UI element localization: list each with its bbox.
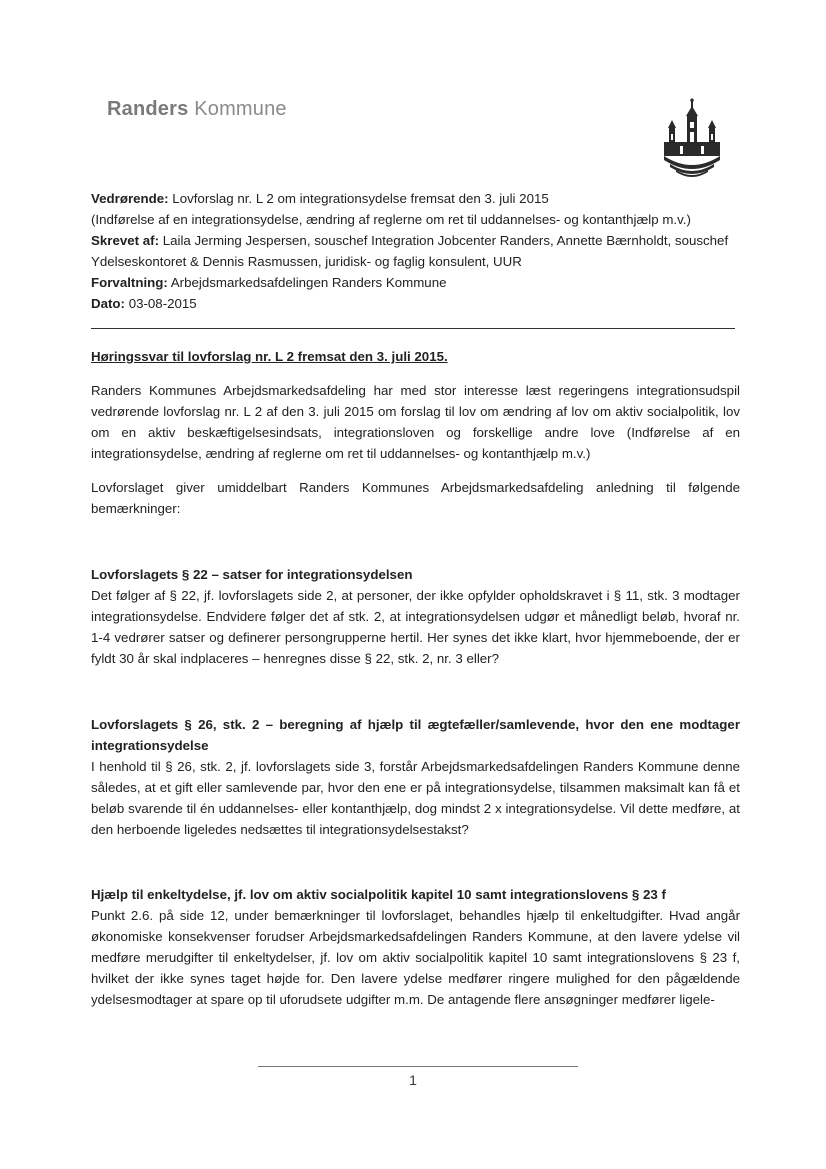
meta-forvaltning bbox=[91, 272, 741, 293]
intro-text-1: Randers Kommunes Arbejdsmarkedsafdeling har med stor interesse læst regeringens integrationsudspil vedrørende lovforslag nr. L 2 af den 3. juli 2015 om forslag til lov om ændring af lov om aktiv socialpolitik, lov om en aktiv beskæftigelsesindsats, integrationsloven og forskellige andre love (Indførelse af en integrationsydelse, ændring af reglerne om ret til uddannelses- og kontanthjælp m.v.) bbox=[91, 383, 740, 461]
document-title-section bbox=[91, 346, 740, 367]
meta-vedrorende bbox=[91, 188, 741, 209]
document-title: Høringssvar til lovforslag nr. L 2 fremsat den 3. juli 2015. bbox=[91, 349, 448, 364]
meta-dato bbox=[91, 293, 741, 314]
section-heading-paragraf-26: Lovforslagets § 26, stk. 2 – beregning af hjælp til ægtefæller/samlevende, hvor den ene modtager integrationsydelse bbox=[91, 717, 740, 753]
footer-divider bbox=[258, 1066, 578, 1067]
section-paragraf-22 bbox=[91, 564, 740, 669]
meta-dato-label: Dato: bbox=[91, 296, 125, 311]
meta-skrevet-label: Skrevet af: bbox=[91, 233, 159, 248]
meta-skrevet-value: Laila Jerming Jespersen, souschef Integration Jobcenter Randers, Annette Bærnholdt, souschef Ydelseskontoret & Dennis Rasmussen, juridisk- og faglig konsulent, UUR bbox=[91, 233, 729, 269]
randers-coat-of-arms-icon bbox=[660, 98, 724, 180]
org-name-bold: Randers bbox=[107, 98, 189, 120]
meta-skrevet bbox=[91, 230, 741, 272]
meta-forvaltning-label: Forvaltning: bbox=[91, 275, 168, 290]
meta-vedrorende-extra: (Indførelse af en integrationsydelse, ændring af reglerne om ret til uddannelses- og kontanthjælp m.v.) bbox=[91, 212, 691, 227]
section-heading-enkeltydelse: Hjælp til enkeltydelse, jf. lov om aktiv socialpolitik kapitel 10 samt integrationslovens § 23 f bbox=[91, 887, 666, 902]
org-name-light: Kommune bbox=[194, 98, 287, 120]
section-paragraf-26 bbox=[91, 714, 740, 840]
org-name bbox=[107, 99, 287, 120]
section-text-enkeltydelse: Punkt 2.6. på side 12, under bemærkninger til lovforslaget, behandles hjælp til enkeltudgifter. Hvad angår økonomiske konsekvenser forudser Arbejdsmarkedsafdelingen Randers Kommune, at den lavere ydelse vil medføre merudgifter til enkeltydelser, jf. lov om aktiv socialpolitik kapitel 10 samt integrationslovens § 23 f, hvilket der ikke synes taget højde for. Den lavere ydelse medfører ringere mulighed for den pågældende ydelsesmodtager at spare op til uforudsete udgifter m.m. De antagende flere ansøgninger medfører ligele- bbox=[91, 908, 740, 1007]
meta-vedrorende-label: Vedrørende: bbox=[91, 191, 169, 206]
header-divider bbox=[91, 328, 735, 329]
section-text-paragraf-22: Det følger af § 22, jf. lovforslagets side 2, at personer, der ikke opfylder opholdskravet i § 11, stk. 3 modtager integrationsydelse. Endvidere følger det af stk. 2, at integrationsydelsen udgør et månedligt beløb, hvoraf nr. 1-4 vedrører satser og definerer persongrupperne hertil. Her synes det ikke klart, hvor hjemmeboende, der er fyldt 30 år skal indplaceres – henregnes disse § 22, stk. 2, nr. 3 eller? bbox=[91, 588, 740, 666]
page-number: 1 bbox=[409, 1072, 417, 1088]
section-text-paragraf-26: I henhold til § 26, stk. 2, jf. lovforslagets side 3, forstår Arbejdsmarkedsafdelingen Randers Kommune denne således, at et gift eller samlevende par, hvor den ene er på integrationsydelse, tilsammen maksimalt kan få et beløb svarende til én uddannelses- eller kontanthjælp, dog mindst 2 x integrationsydelse. Vil dette medføre, at den herboende ligeledes nedsættes til integrationsydelsestakst? bbox=[91, 759, 740, 837]
section-heading-paragraf-22: Lovforslagets § 22 – satser for integrationsydelsen bbox=[91, 567, 413, 582]
document-meta bbox=[91, 188, 741, 314]
meta-forvaltning-value: Arbejdsmarkedsafdelingen Randers Kommune bbox=[170, 275, 447, 290]
intro-text-2: Lovforslaget giver umiddelbart Randers Kommunes Arbejdsmarkedsafdeling anledning til følgende bemærkninger: bbox=[91, 480, 740, 516]
section-enkeltydelse bbox=[91, 884, 740, 1010]
intro-paragraph-1 bbox=[91, 380, 740, 464]
intro-paragraph-2 bbox=[91, 477, 740, 519]
meta-vedrorende-value: Lovforslag nr. L 2 om integrationsydelse fremsat den 3. juli 2015 bbox=[172, 191, 549, 206]
meta-dato-value: 03-08-2015 bbox=[128, 296, 197, 311]
